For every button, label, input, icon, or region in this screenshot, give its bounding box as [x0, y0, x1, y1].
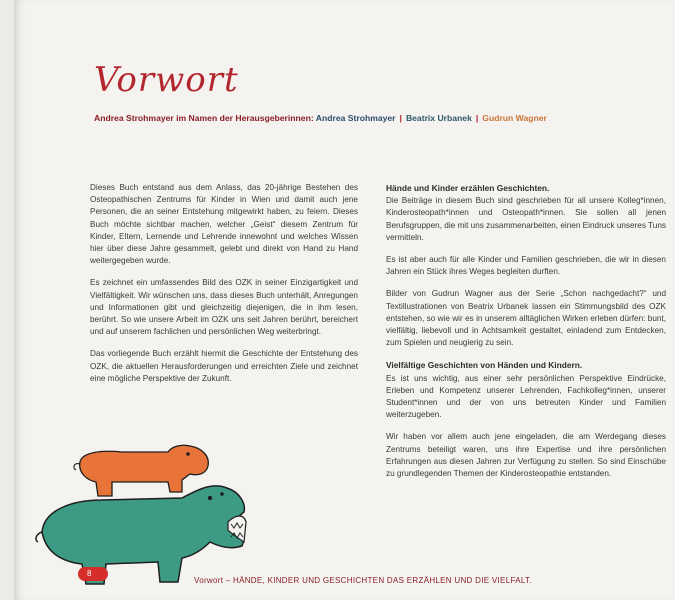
editor-name: Gudrun Wagner — [482, 113, 547, 123]
running-footer: Vorwort – HÄNDE, KINDER UND GESCHICHTEN DAS ERZÄHLEN UND DIE VIELFALT. — [194, 576, 532, 585]
left-text-column — [90, 182, 358, 395]
page-title: Vorwort — [94, 60, 239, 100]
byline-separator: | — [475, 113, 479, 123]
paragraph: Das vorliegende Buch erzählt hiermit die Geschichte der Entstehung des OZK, die aktuellen Herausforderungen und erreichten Ziele und zeichnet eine mögliche Perspektive der Zukunft. — [90, 349, 358, 383]
right-text-column — [386, 182, 666, 490]
editor-name: Beatrix Urbanek — [405, 113, 472, 123]
paragraph: Wir haben vor allem auch jene eingeladen, die am Werdegang dieses Zentrums beteiligt waren, uns ihre Expertise und ihre persönlichen Erfahrungen aus diesen Jahren zur Verfügung zu stellen. So sind Einschübe zu grundlegenden Themen der Kinderosteopathie entstanden. — [386, 432, 666, 479]
paragraph: Dieses Buch entstand aus dem Anlass, das 20-jährige Bestehen des Osteopathischen Zentrums für Kinder in Wien und damit auch jene Personen, die an seiner Entstehung mitgewirkt haben, zu feiern. Dieses Buch möchte sichtbar machen, welcher „Geist“ diesem Zentrum für Kinder, Eltern, Lernende und Lehrende innewohnt und welches Wissen hier über diese Jahre gesammelt, gelebt und direkt von Hand zu Hand weitergegeben wurde. — [90, 183, 358, 266]
paragraph: Bilder von Gudrun Wagner aus der Serie „Schon nachgedacht?“ und Textillustrationen von Beatrix Urbanek lassen ein Stimmungsbild des OZK entstehen, so wie wir es in unserem alltäglichen Wirken erleben dürfen: bunt, vielfältig, liebevoll und in Achtsamkeit gestaltet, einladend zum Entdecken, zum Spielen und neugierig zu sein. — [386, 289, 666, 348]
editors-byline — [94, 113, 654, 123]
section-heading: Vielfältige Geschichten von Händen und Kindern. — [386, 360, 583, 371]
small-hippo — [74, 445, 208, 496]
page-number-badge: 8 — [78, 567, 108, 581]
book-page — [14, 0, 675, 600]
section-heading: Hände und Kinder erzählen Geschichten. — [386, 183, 550, 193]
paragraph: Es ist aber auch für alle Kinder und Familien geschrieben, die wir in diesen Jahren ein Stück ihres Weges begleiten durften. — [386, 255, 666, 277]
byline-intro: Andrea Strohmayer im Namen der Herausgeberinnen: — [94, 113, 314, 123]
stacked-hippos-illustration — [32, 442, 262, 592]
paragraph: Es ist uns wichtig, aus einer sehr persönlichen Perspektive Eindrücke, Erleben und Kompetenz unserer Lehrenden, Fachkolleg*innen, unserer Student*innen und der von uns betreuten Kinder und Familien weiterzugeben. — [386, 373, 666, 420]
large-hippo — [36, 486, 246, 584]
byline-separator: | — [399, 113, 402, 123]
paragraph: Die Beiträge in diesem Buch sind geschrieben für all unsere Kolleg*innen, Kinderosteopath*innen und Osteopath*innen. Sie sollen all jenen Berufsgruppen, die mit uns zusammenarbeiten, einen Eindruck unseres Tuns vermitteln. — [386, 196, 666, 242]
paragraph: Es zeichnet ein umfassendes Bild des OZK in seiner Einzigartigkeit und Vielfältigkeit. Wir wünschen uns, dass dieses Buch unterhält, Anregungen und Informationen gibt und gleichzeitig diejenigen, die in ihm lesen, berührt. So wie unsere Arbeit im OZK uns seit Jahren berührt, bereichert und auf unserem fachlichen und persönlichen Weg weiterbringt. — [90, 278, 358, 337]
editor-name: Andrea Strohmayer — [315, 113, 396, 123]
